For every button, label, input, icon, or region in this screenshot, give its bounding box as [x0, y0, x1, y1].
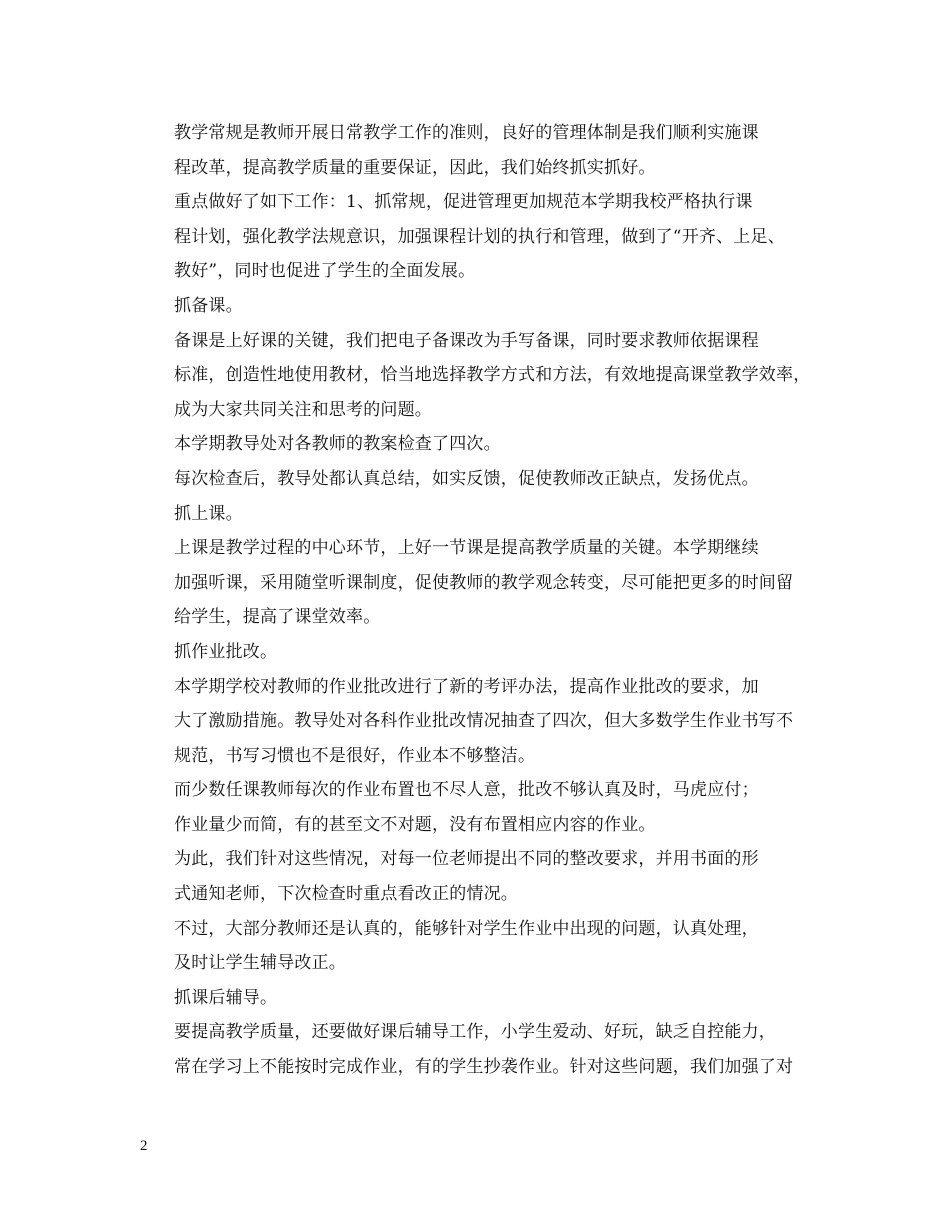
paragraph: [140, 842, 822, 911]
paragraph: [140, 1015, 822, 1084]
text-line: 本学期学校对教师的作业批改进行了新的考评办法，提高作业批改的要求，加: [174, 676, 759, 697]
paragraph: [140, 531, 822, 635]
text-line: 不过，大部分教师还是认真的，能够针对学生作业中出现的问题，认真处理，: [174, 918, 759, 939]
paragraph: [140, 981, 822, 1016]
text-line: 及时让学生辅导改正。: [174, 953, 346, 974]
text-line: 而少数任课教师每次的作业布置也不尽人意，批改不够认真及时，马虎应付；: [174, 780, 759, 801]
text-line: 标准，创造性地使用教材，恰当地选择教学方式和方法，有效地提高课堂教学效率，: [174, 365, 811, 386]
paragraph: [140, 324, 822, 428]
text-line: 备课是上好课的关键，我们把电子备课改为手写备课，同时要求教师依据课程: [174, 330, 759, 351]
paragraph: [140, 497, 822, 532]
paragraph: [140, 670, 822, 774]
paragraph: [140, 185, 822, 289]
text-line: 上课是教学过程的中心环节，上好一节课是提高教学质量的关键。本学期继续: [174, 538, 759, 559]
text-line: 抓备课。: [174, 295, 243, 316]
text-line: 规范，书写习惯也不是很好，作业本不够整洁。: [174, 745, 536, 766]
text-line: 每次检查后，教导处都认真总结，如实反馈，促使教师改正缺点，发扬优点。: [174, 468, 759, 489]
text-line: 给学生，提高了课堂效率。: [174, 607, 381, 628]
text-line: 抓课后辅导。: [174, 987, 278, 1008]
paragraph: [140, 462, 822, 497]
page-number: 2: [140, 1138, 148, 1154]
text-line: 大了激励措施。教导处对各科作业批改情况抽查了四次，但大多数学生作业书写不: [174, 711, 794, 732]
paragraph: [140, 116, 822, 185]
text-line: 程计划，强化教学法规意识，加强课程计划的执行和管理，做到了“开齐、上足、: [174, 226, 785, 247]
text-line: 式通知老师，下次检查时重点看改正的情况。: [174, 884, 518, 905]
text-line: 重点做好了如下工作：1、抓常规，促进管理更加规范本学期我校严格执行课: [174, 192, 753, 213]
text-line: 成为大家共同关注和思考的问题。: [174, 399, 432, 420]
text-line: 要提高教学质量，还要做好课后辅导工作，小学生爱动、好玩，缺乏自控能力，: [174, 1022, 776, 1043]
text-line: 教好”，同时也促进了学生的全面发展。: [174, 261, 476, 282]
document-body: [140, 116, 822, 1085]
paragraph: [140, 773, 822, 842]
text-line: 抓作业批改。: [174, 641, 278, 662]
text-line: 抓上课。: [174, 503, 243, 524]
text-line: 为此，我们针对这些情况，对每一位老师提出不同的整改要求，并用书面的形: [174, 849, 759, 870]
paragraph: [140, 912, 822, 981]
paragraph: [140, 635, 822, 670]
paragraph: [140, 427, 822, 462]
paragraph: [140, 289, 822, 324]
text-line: 常在学习上不能按时完成作业，有的学生抄袭作业。针对这些问题，我们加强了对: [174, 1057, 794, 1078]
text-line: 作业量少而简，有的甚至文不对题，没有布置相应内容的作业。: [174, 814, 656, 835]
text-line: 程改革，提高教学质量的重要保证，因此，我们始终抓实抓好。: [174, 157, 656, 178]
text-line: 加强听课，采用随堂听课制度，促使教师的教学观念转变，尽可能把更多的时间留: [174, 572, 794, 593]
text-line: 教学常规是教师开展日常教学工作的准则，良好的管理体制是我们顺利实施课: [174, 123, 759, 143]
text-line: 本学期教导处对各教师的教案检查了四次。: [174, 434, 501, 455]
